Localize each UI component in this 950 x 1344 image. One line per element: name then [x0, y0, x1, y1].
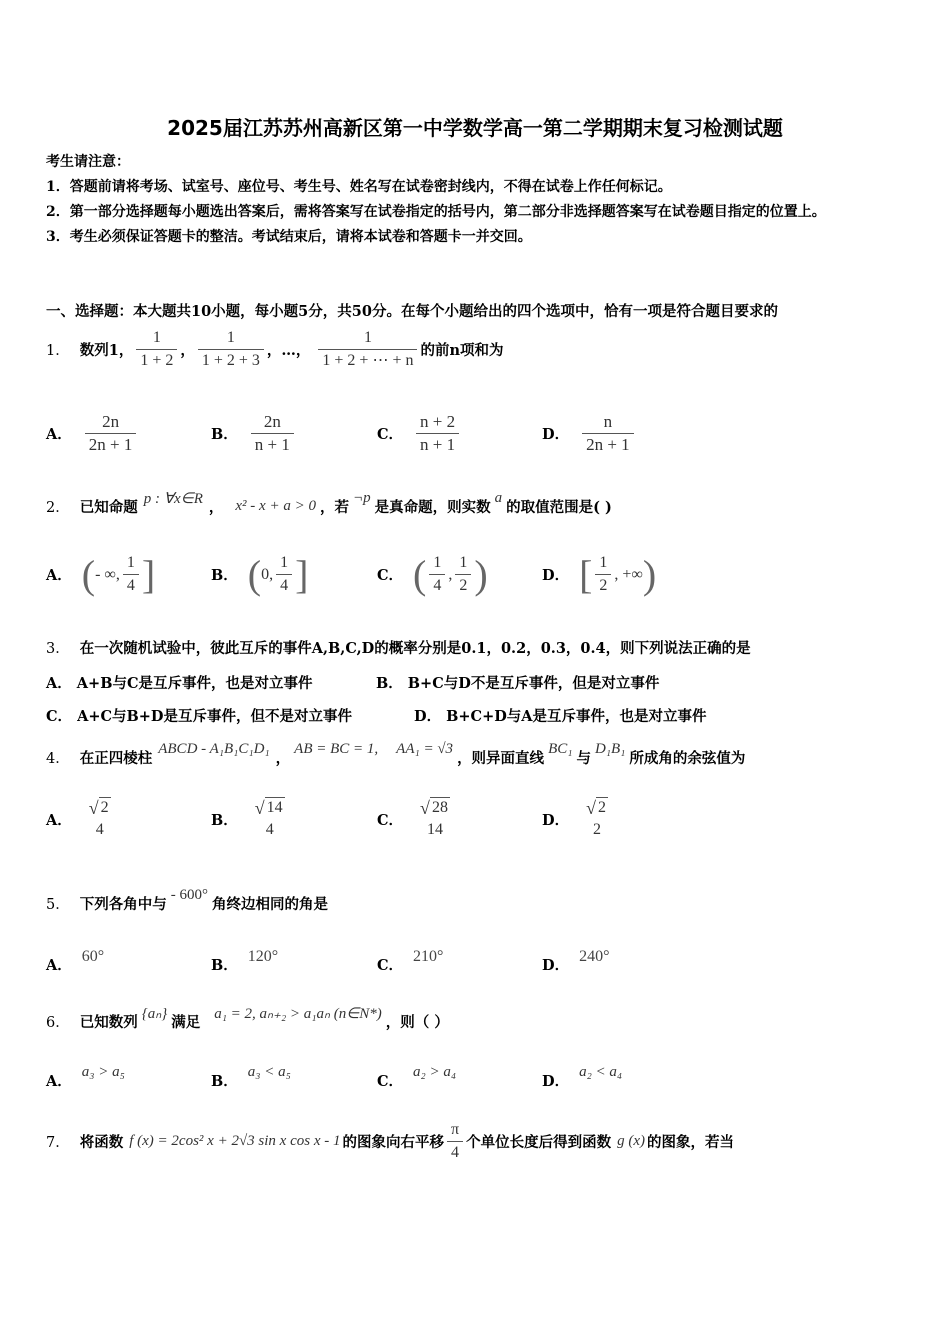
question-text: 已知数列	[79, 1014, 138, 1031]
question-6	[46, 1006, 449, 1032]
fraction: $\frac{1}{4}$	[123, 552, 139, 597]
fraction: √ 28 14	[420, 798, 448, 838]
question-text: 数列1，	[79, 342, 134, 359]
question-5	[46, 887, 328, 914]
question-text: 的图象向右平移	[342, 1134, 444, 1151]
fraction: √ 14 4	[254, 798, 283, 838]
question-number: 4．	[46, 751, 70, 767]
math-expression: p : ∀x∈R	[143, 491, 203, 507]
interval: ( $\frac{1}{4}$ , $\frac{1}{2}$ )	[413, 551, 488, 597]
option-b[interactable]: B． 120°	[211, 947, 279, 974]
option-d[interactable]: D． 240°	[542, 947, 610, 974]
math-expression: D₁B₁	[594, 741, 626, 757]
interval: [ $\frac{1}{2}$ , +∞ )	[579, 551, 657, 597]
math-expression: AB = BC = 1,	[294, 741, 379, 757]
option-a[interactable]: A． √ 2 4	[46, 797, 118, 841]
question-text: ，若	[319, 499, 349, 516]
question-2	[46, 490, 612, 517]
question-text: 是真命题，则实数	[374, 499, 491, 516]
question-3	[46, 637, 751, 658]
question-text: 所成角的余弦值为	[629, 750, 746, 767]
fraction: $\frac{1}{4}$	[429, 552, 445, 597]
option-d[interactable]: D． B+C+D与A是互斥事件，也是对立事件	[414, 708, 707, 725]
notice-item: 2．第一部分选择题每小题选出答案后，需将答案写在试卷指定的括号内，第二部分非选择题答案写在试卷题目指定的位置上。	[46, 204, 826, 220]
question-text: 的前n项和为	[420, 342, 504, 359]
question-text: 下列各角中与	[79, 896, 167, 913]
question-text: 在一次随机试验中，彼此互斥的事件A,B,C,D的概率分别是0.1，0.2，0.3，0.4，则下列说法正确的是	[79, 640, 751, 657]
question-text: ，	[275, 750, 291, 767]
question-number: 5．	[46, 897, 70, 913]
notice-item: 1．答题前请将考场、试室号、座位号、考生号、姓名写在试卷密封线内，不得在试卷上作任何标记。	[46, 179, 672, 195]
question-text: 与	[576, 750, 591, 767]
question-text: ，	[180, 342, 195, 359]
fraction: $\frac{1}{1 + 2 + \cdots + n}$	[318, 327, 417, 372]
option-a[interactable]: A． ( - ∞, $\frac{1}{4}$ ]	[46, 551, 156, 597]
question-number: 6．	[46, 1015, 70, 1031]
option-c[interactable]: C． √ 28 14	[377, 797, 457, 841]
fraction: √ 2 2	[586, 798, 606, 838]
math-expression: a	[494, 490, 503, 506]
option-b[interactable]: B． B+C与D不是互斥事件，但是对立事件	[376, 675, 660, 692]
question-1	[46, 327, 504, 372]
option-c[interactable]: C． $\frac{n + 2}{n + 1}$	[377, 411, 462, 456]
fraction: $\frac{n + 2}{n + 1}$	[416, 411, 459, 456]
option-d[interactable]: D． [ $\frac{1}{2}$ , +∞ )	[542, 551, 657, 597]
option-c[interactable]: C． a₂ > a₄	[377, 1064, 457, 1090]
fraction: √ 2 4	[88, 798, 109, 838]
math-expression: ¬p	[352, 490, 371, 506]
fraction: $\frac{2n}{n + 1}$	[251, 411, 294, 456]
fraction: $\frac{1}{1 + 2}$	[136, 327, 177, 372]
option-c[interactable]: C． A+C与B+D是互斥事件，但不是对立事件	[46, 708, 353, 725]
question-number: 2．	[46, 500, 70, 516]
math-expression: - 600°	[170, 887, 208, 903]
math-expression: g (x)	[617, 1133, 645, 1149]
option-b[interactable]: B． √ 14 4	[211, 797, 292, 841]
option-a[interactable]: A． $\frac{2n}{2n + 1}$	[46, 411, 139, 456]
interval: ( - ∞, $\frac{1}{4}$ ]	[81, 551, 156, 597]
question-number: 3．	[46, 641, 70, 657]
notice-block	[46, 150, 906, 250]
question-text: 个单位长度后得到函数	[466, 1134, 612, 1151]
question-text: ，…，	[266, 342, 311, 359]
question-text: ，则异面直线	[457, 750, 545, 767]
notice-item: 3．考生必须保证答题卡的整洁。考试结束后，请将本试卷和答题卡一并交回。	[46, 229, 532, 245]
question-text: 的图象，若当	[646, 1134, 734, 1151]
fraction: $\frac{\pi}{4}$	[447, 1119, 463, 1164]
option-a[interactable]: A． a₃ > a₅	[46, 1064, 125, 1090]
fraction: $\frac{1}{2}$	[595, 552, 611, 597]
option-a[interactable]: A． 60°	[46, 947, 105, 974]
page-title: 2025届江苏苏州高新区第一中学数学高一第二学期期末复习检测试题	[167, 116, 783, 140]
math-expression: BC₁	[548, 741, 573, 757]
question-text: 将函数	[79, 1134, 124, 1151]
option-a[interactable]: A． A+B与C是互斥事件，也是对立事件	[46, 675, 313, 692]
question-text: ，则（ ）	[385, 1014, 449, 1031]
math-expression: {aₙ}	[141, 1006, 168, 1022]
question-text: 已知命题	[79, 499, 138, 516]
option-b[interactable]: B． a₃ < a₅	[211, 1064, 291, 1090]
option-b[interactable]: B． ( 0, $\frac{1}{4}$ ]	[211, 551, 309, 597]
question-4	[46, 741, 746, 768]
question-text: 的取值范围是( )	[506, 499, 612, 516]
option-d[interactable]: D． a₂ < a₄	[542, 1064, 623, 1090]
option-d[interactable]: D． √ 2 2	[542, 797, 615, 841]
question-number: 7．	[46, 1135, 70, 1151]
option-d[interactable]: D． $\frac{n}{2n + 1}$	[542, 411, 637, 456]
math-expression: ABCD - A₁B₁C₁D₁	[158, 741, 270, 757]
question-text: ，	[208, 499, 224, 516]
option-c[interactable]: C． ( $\frac{1}{4}$ , $\frac{1}{2}$ )	[377, 551, 488, 597]
fraction: $\frac{2n}{2n + 1}$	[85, 411, 137, 456]
math-expression: f (x) = 2cos² x + 2√3 sin x cos x - 1	[129, 1133, 341, 1149]
question-text: 角终边相同的角是	[211, 896, 328, 913]
option-c[interactable]: C． 210°	[377, 947, 444, 974]
interval: ( 0, $\frac{1}{4}$ ]	[247, 551, 309, 597]
question-text: 在正四棱柱	[79, 750, 153, 767]
math-expression: AA₁ = √3	[396, 741, 454, 757]
fraction: $\frac{1}{2}$	[455, 552, 471, 597]
section-heading: 一、选择题：本大题共10小题，每小题5分，共50分。在每个小题给出的四个选项中，恰有一项是符合题目要求的	[46, 303, 778, 320]
fraction: $\frac{1}{4}$	[276, 552, 292, 597]
math-expression: a₁ = 2, aₙ₊₂ > a₁aₙ (n∈N*)	[214, 1006, 382, 1022]
fraction: $\frac{n}{2n + 1}$	[582, 411, 634, 456]
question-number: 1．	[46, 343, 70, 359]
math-expression: x² - x + a > 0	[235, 498, 316, 514]
fraction: $\frac{1}{1 + 2 + 3}$	[198, 327, 264, 372]
notice-heading: 考生请注意：	[46, 154, 130, 170]
question-7	[46, 1119, 734, 1164]
option-b[interactable]: B． $\frac{2n}{n + 1}$	[211, 411, 297, 456]
question-text: 满足	[171, 1014, 201, 1031]
